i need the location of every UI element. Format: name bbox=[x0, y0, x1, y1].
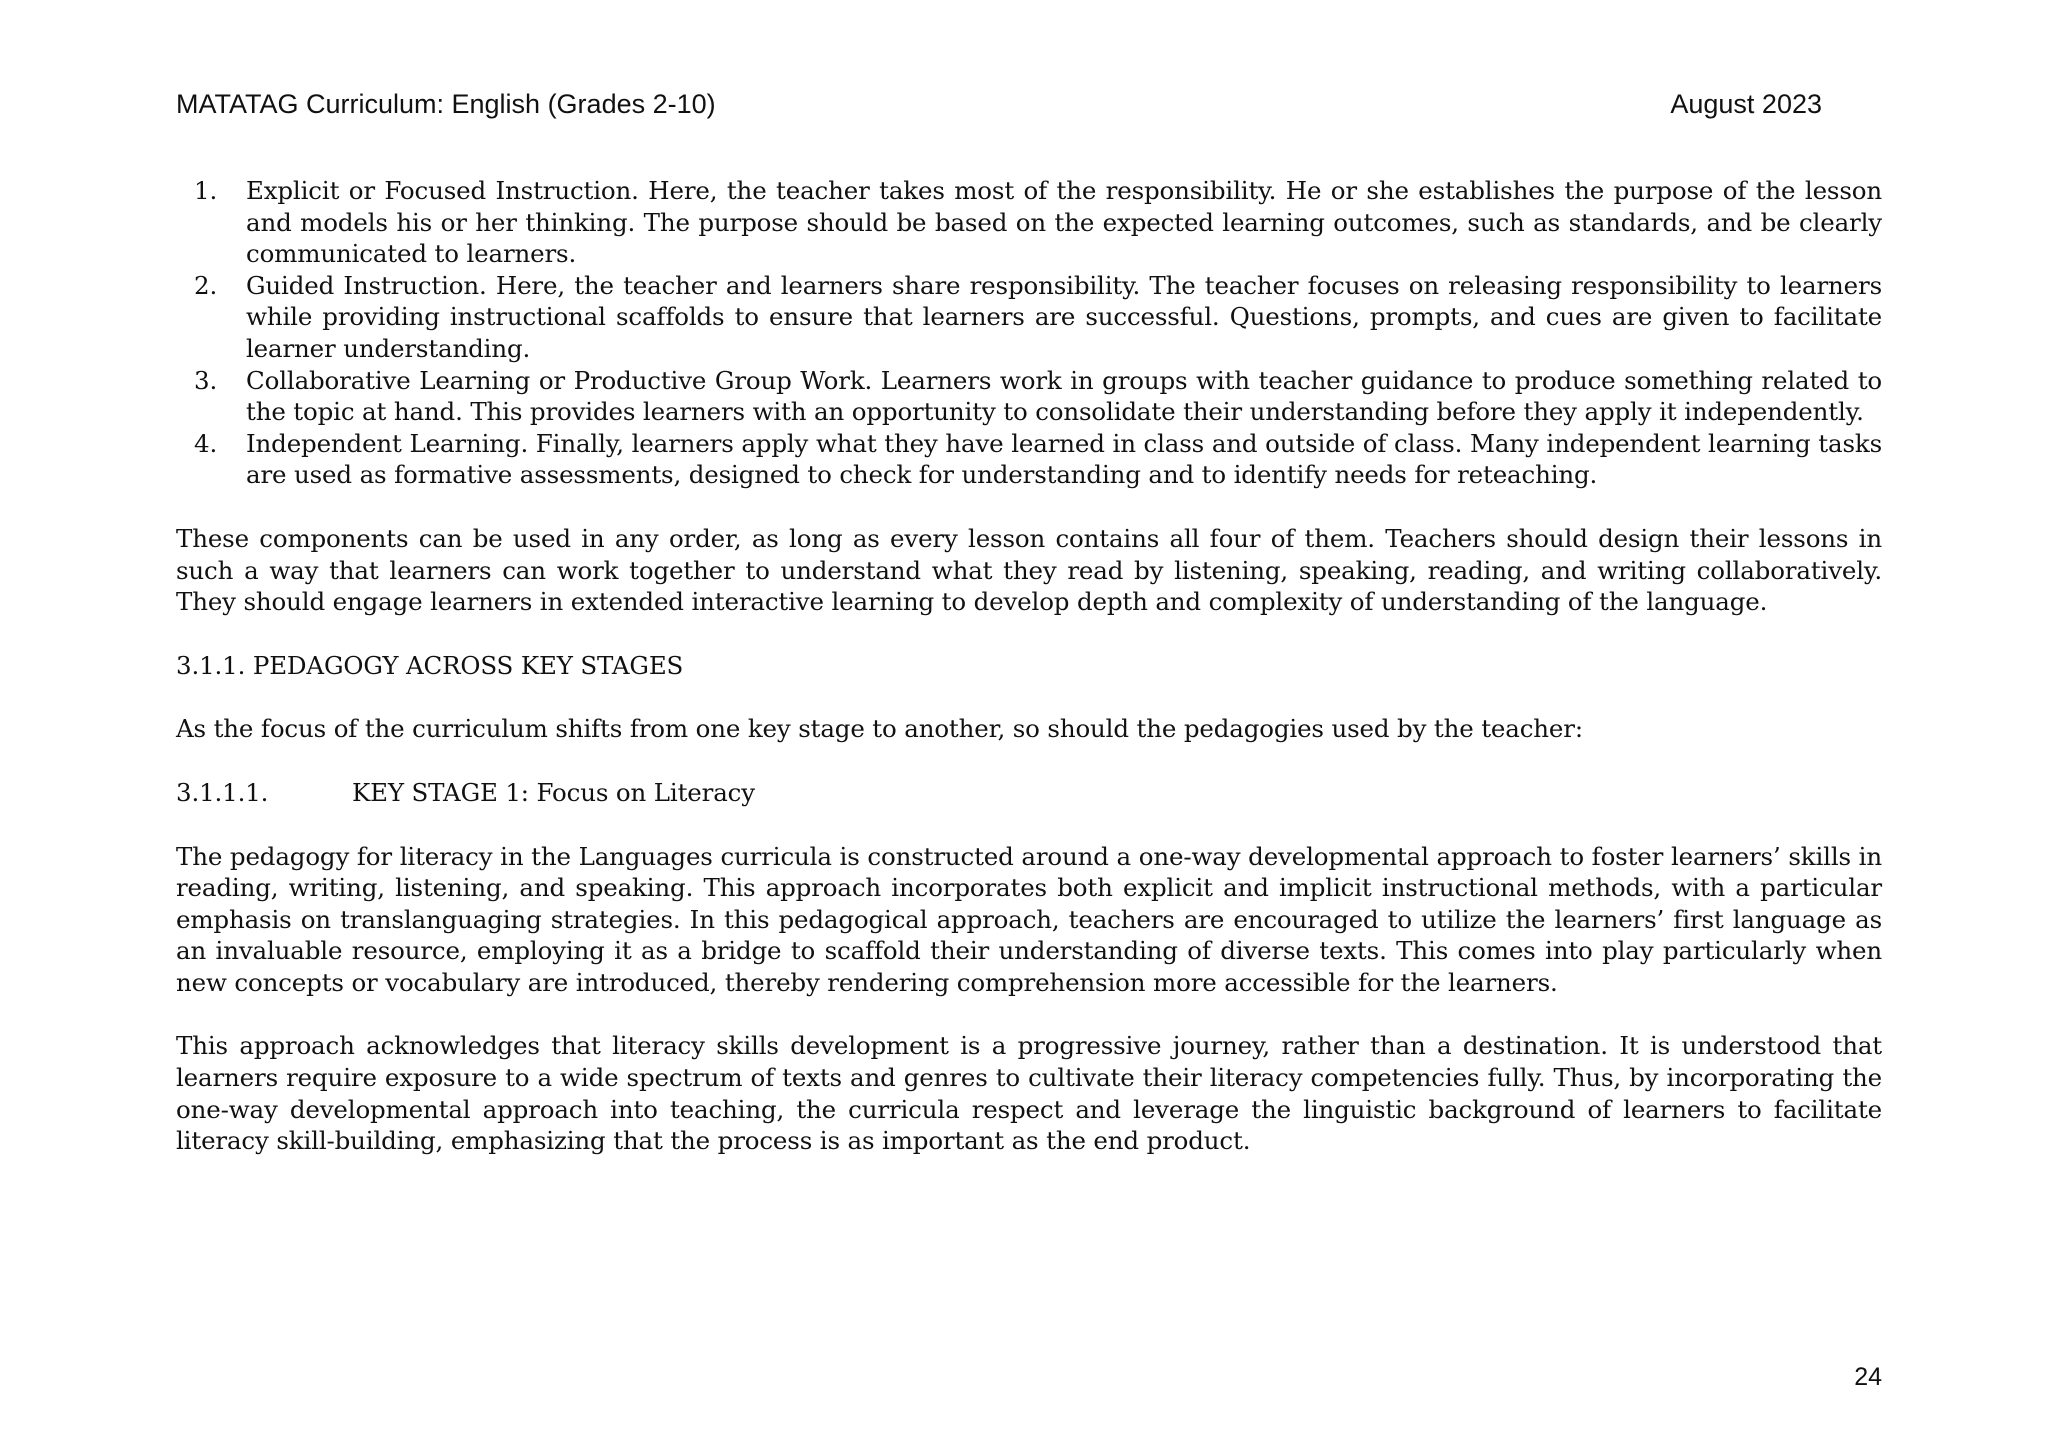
header-date: August 2023 bbox=[1670, 89, 1822, 119]
list-item bbox=[176, 270, 1882, 365]
list-item-number: 3. bbox=[194, 365, 218, 395]
header-title: MATATAG Curriculum: English (Grades 2-10) bbox=[176, 89, 716, 119]
subsection-heading bbox=[176, 777, 1882, 809]
paragraph-components: These components can be used in any order, as long as every lesson contains all four of them. Teachers should design their lessons in such a way that learners can work together to understand what they read by listening, speaking, reading, and writing collaboratively. They should engage learners in extended interactive learning to develop depth and complexity of understanding of the language. bbox=[176, 523, 1882, 617]
subsection-title: KEY STAGE 1: Focus on Literacy bbox=[352, 777, 755, 807]
page-number: 24 bbox=[1854, 1363, 1882, 1391]
list-item bbox=[176, 175, 1882, 270]
list-item-text: Guided Instruction. Here, the teacher and learners share responsibility. The teacher focuses on releasing responsibility to learners while providing instructional scaffolds to ensure that learners are successful. Questions, prompts, and cues are given to facilitate learner understanding. bbox=[246, 270, 1882, 363]
paragraph-pedagogy: The pedagogy for literacy in the Languages curricula is constructed around a one-way developmental approach to foster learners’ skills in reading, writing, listening, and speaking. This approach incorporates both explicit and implicit instructional methods, with a particular emphasis on translanguaging strategies. In this pedagogical approach, teachers are encouraged to utilize the learners’ first language as an invaluable resource, employing it as a bridge to scaffold their understanding of diverse texts. This comes into play particularly when new concepts or vocabulary are introduced, thereby rendering comprehension more accessible for the learners. bbox=[176, 841, 1882, 997]
instruction-components-list bbox=[176, 175, 1882, 491]
paragraph-approach: This approach acknowledges that literacy skills development is a progressive journey, rather than a destination. It is understood that learners require exposure to a wide spectrum of texts and genres to cultivate their literacy competencies fully. Thus, by incorporating the one-way developmental approach into teaching, the curricula respect and leverage the linguistic background of learners to facilitate literacy skill-building, emphasizing that the process is as important as the end product. bbox=[176, 1031, 1882, 1156]
list-item-number: 2. bbox=[194, 270, 218, 300]
section-heading: 3.1.1. PEDAGOGY ACROSS KEY STAGES bbox=[176, 650, 684, 680]
subsection-number: 3.1.1.1. bbox=[176, 777, 269, 807]
list-item bbox=[176, 365, 1882, 428]
list-item-number: 4. bbox=[194, 428, 218, 458]
list-item bbox=[176, 428, 1882, 491]
paragraph-focus: As the focus of the curriculum shifts from one key stage to another, so should the pedagogies used by the teacher: bbox=[176, 714, 1583, 744]
page-content bbox=[176, 175, 1882, 1157]
list-item-text: Independent Learning. Finally, learners apply what they have learned in class and outside of class. Many independent learning tasks are used as formative assessments, designed to check for understanding and to identify needs for reteaching. bbox=[246, 428, 1882, 490]
list-item-number: 1. bbox=[194, 176, 218, 205]
list-item-text: Collaborative Learning or Productive Group Work. Learners work in groups with teacher guidance to produce something related to the topic at hand. This provides learners with an opportunity to consolidate their understanding before they apply it independently. bbox=[246, 365, 1882, 427]
list-item-text: Explicit or Focused Instruction. Here, the teacher takes most of the responsibility. He or she establishes the purpose of the lesson and models his or her thinking. The purpose should be based on the expected learning outcomes, such as standards, and be clearly communicated to learners. bbox=[246, 176, 1882, 269]
